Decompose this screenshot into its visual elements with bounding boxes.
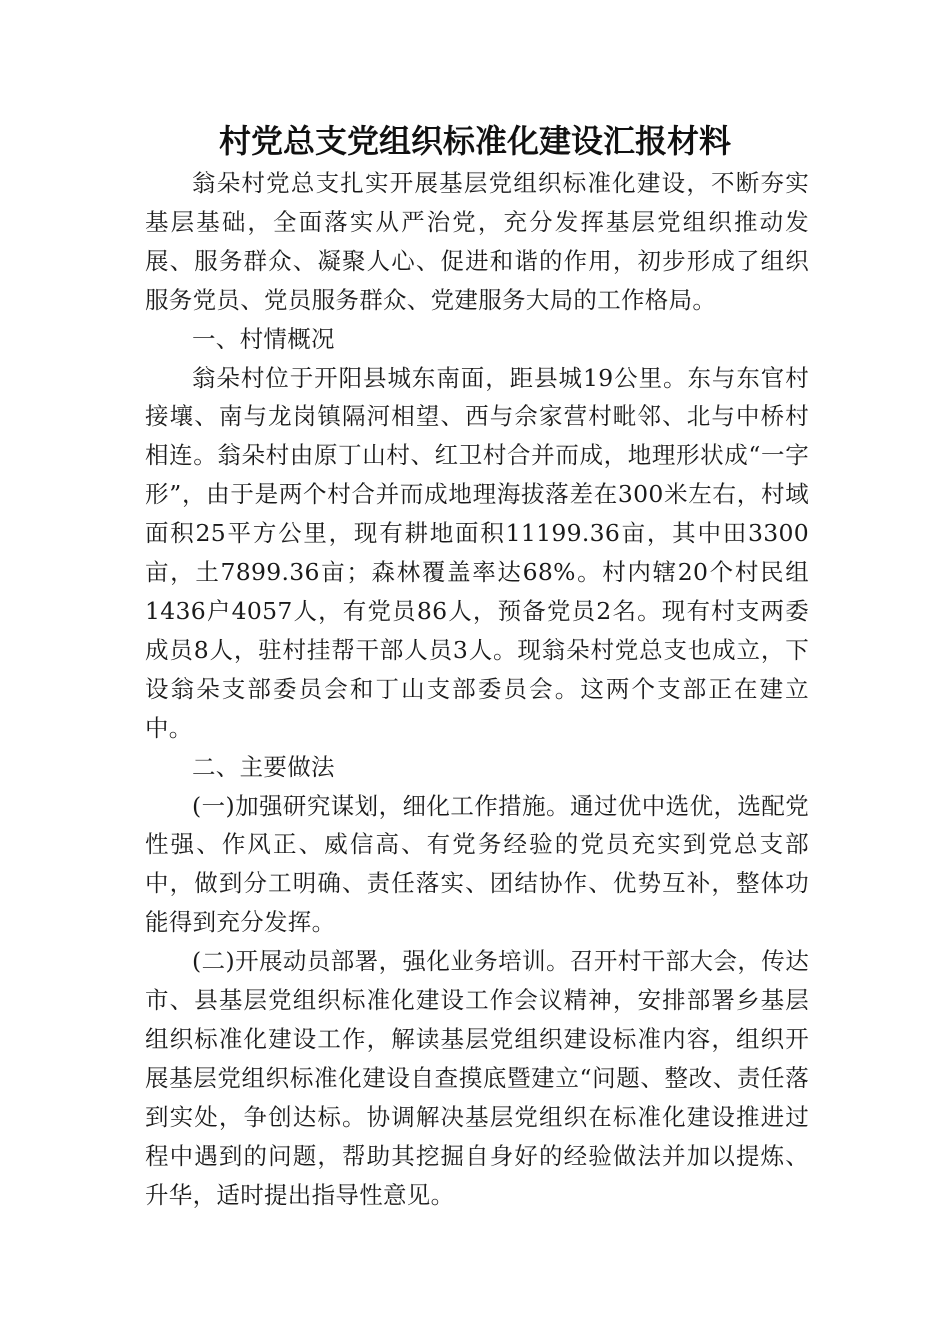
section-heading-village-overview: 一、村情概况 (192, 324, 335, 353)
village-overview-paragraph: 翁朵村位于开阳县城东南面，距县城19公里。东与东官村接壤、南与龙岗镇隔河相望、西与佘家营村毗邻、北与中桥村相连。翁朵村由原丁山村、红卫村合并而成，地理形状成“一字形”，由于是两个村合并而成地理海拔落差在300米左右，村域面积25平方公里，现有耕地面积11199.36亩，其中田3300亩，土7899.36亩；森林覆盖率达68%。村内辖20个村民组1436户4057人，有党员86人，预备党员2名。现有村支两委成员8人，驻村挂帮干部人员3人。现翁朵村党总支也成立，下设翁朵支部委员会和丁山支部委员会。这两个支部正在建立中。 (145, 363, 809, 742)
document-body (145, 164, 809, 1214)
intro-paragraph: 翁朵村党总支扎实开展基层党组织标准化建设，不断夯实基层基础，全面落实从严治党，充分发挥基层党组织推动发展、服务群众、凝聚人心、促进和谐的作用，初步形成了组织服务党员、党员服务群众、党建服务大局的工作格局。 (145, 169, 809, 314)
practice-paragraph-2: (二)开展动员部署，强化业务培训。召开村干部大会，传达市、县基层党组织标准化建设工作会议精神，安排部署乡基层组织标准化建设工作，解读基层党组织建设标准内容，组织开展基层党组织标准化建设自查摸底暨建立“问题、整改、责任落到实处，争创达标。协调解决基层党组织在标准化建设推进过程中遇到的问题，帮助其挖掘自身好的经验做法并加以提炼、升华，适时提出指导性意见。 (145, 947, 809, 1209)
document-title: 村党总支党组织标准化建设汇报材料 (218, 122, 731, 160)
section-heading-main-practices: 二、主要做法 (192, 752, 335, 781)
practice-paragraph-1: (一)加强研究谋划，细化工作措施。通过优中选优，选配党性强、作风正、威信高、有党务经验的党员充实到党总支部中，做到分工明确、责任落实、团结协作、优势互补，整体功能得到充分发挥。 (145, 791, 809, 937)
